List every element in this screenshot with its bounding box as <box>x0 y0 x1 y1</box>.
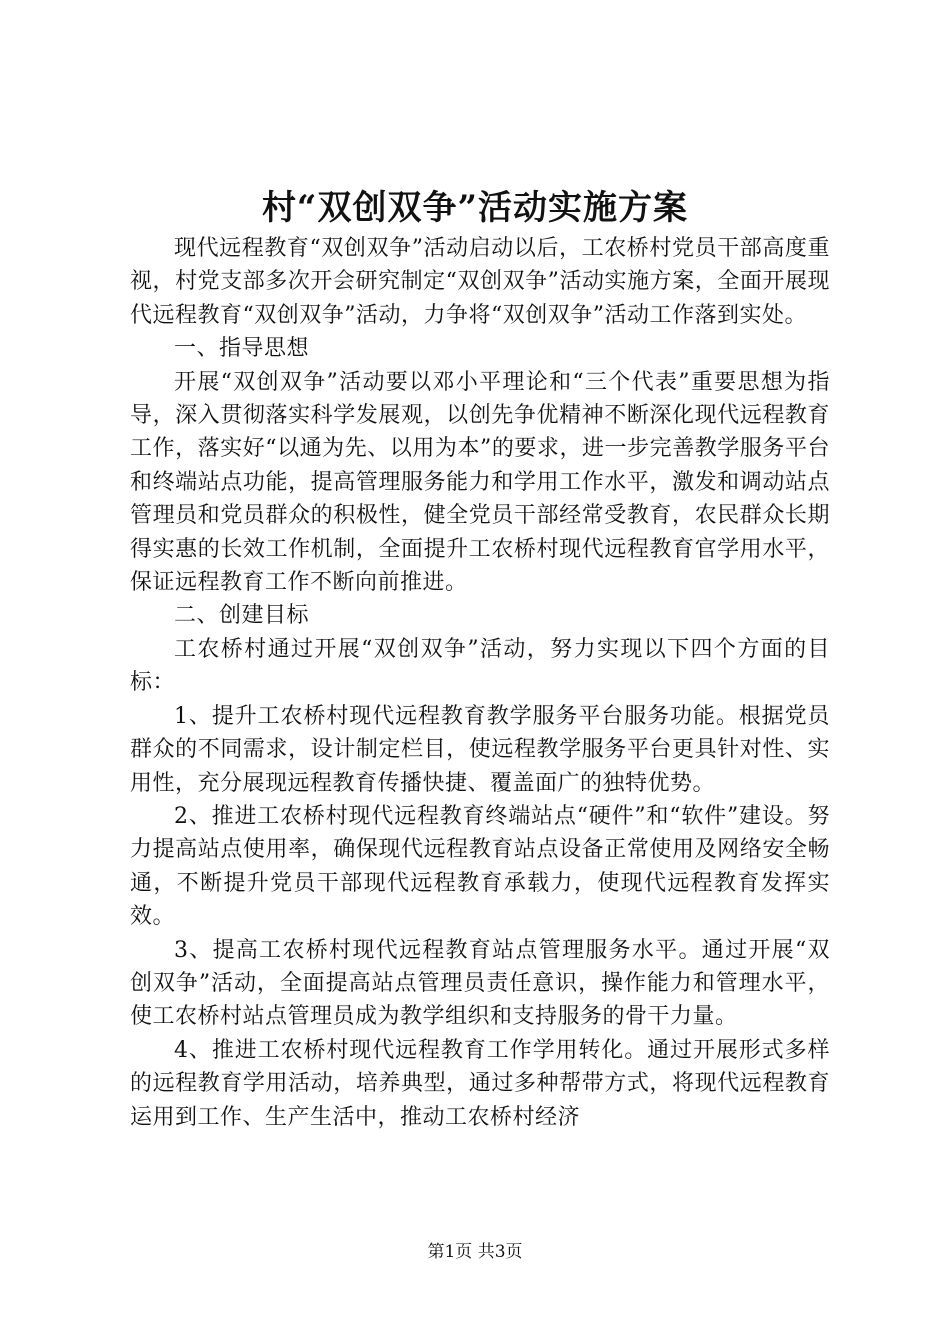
page-footer: 第1页 共3页 <box>427 1242 523 1262</box>
goal-item-3: 3、提高工农桥村现代远程教育站点管理服务水平。通过开展“双创双争”活动，全面提高站点管理员责任意识，操作能力和管理水平，使工农桥村站点管理员成为教学组织和支持服务的骨干力量。 <box>130 937 830 1030</box>
section-heading-goals: 二、创建目标 <box>174 603 310 629</box>
goal-item-2: 2、推进工农桥村现代远程教育终端站点“硬件”和“软件”建设。努力提高站点使用率，确保现代远程教育站点设备正常使用及网络安全畅通，不断提升党员干部现代远程教育承载力，使现代远程教育发挥实效。 <box>130 803 830 930</box>
document-title: 村“双创双争”活动实施方案 <box>261 188 689 228</box>
goal-item-1: 1、提升工农桥村现代远程教育教学服务平台服务功能。根据党员群众的不同需求，设计制定栏目，使远程教学服务平台更具针对性、实用性，充分展现远程教育传播快捷、覆盖面广的独特优势。 <box>130 703 830 796</box>
document-body <box>130 232 830 1134</box>
goals-intro-paragraph: 工农桥村通过开展“双创双争”活动，努力实现以下四个方面的目标： <box>130 636 830 696</box>
goal-item-4: 4、推进工农桥村现代远程教育工作学用转化。通过开展形式多样的远程教育学用活动，培养典型，通过多种帮带方式，将现代远程教育运用到工作、生产生活中，推动工农桥村经济 <box>130 1037 830 1130</box>
section-heading-guiding-ideology: 一、指导思想 <box>174 336 310 362</box>
guiding-ideology-paragraph: 开展“双创双争”活动要以邓小平理论和“三个代表”重要思想为指导，深入贯彻落实科学发展观，以创先争优精神不断深化现代远程教育工作，落实好“以通为先、以用为本”的要求，进一步完善教学服务平台和终端站点功能，提高管理服务能力和学用工作水平，激发和调动站点管理员和党员群众的积极性，健全党员干部经常受教育，农民群众长期得实惠的长效工作机制，全面提升工农桥村现代远程教育官学用水平，保证远程教育工作不断向前推进。 <box>130 369 830 596</box>
intro-paragraph: 现代远程教育“双创双争”活动启动以后，工农桥村党员干部高度重视，村党支部多次开会研究制定“双创双争”活动实施方案，全面开展现代远程教育“双创双争”活动，力争将“双创双争”活动工作落到实处。 <box>130 236 830 328</box>
